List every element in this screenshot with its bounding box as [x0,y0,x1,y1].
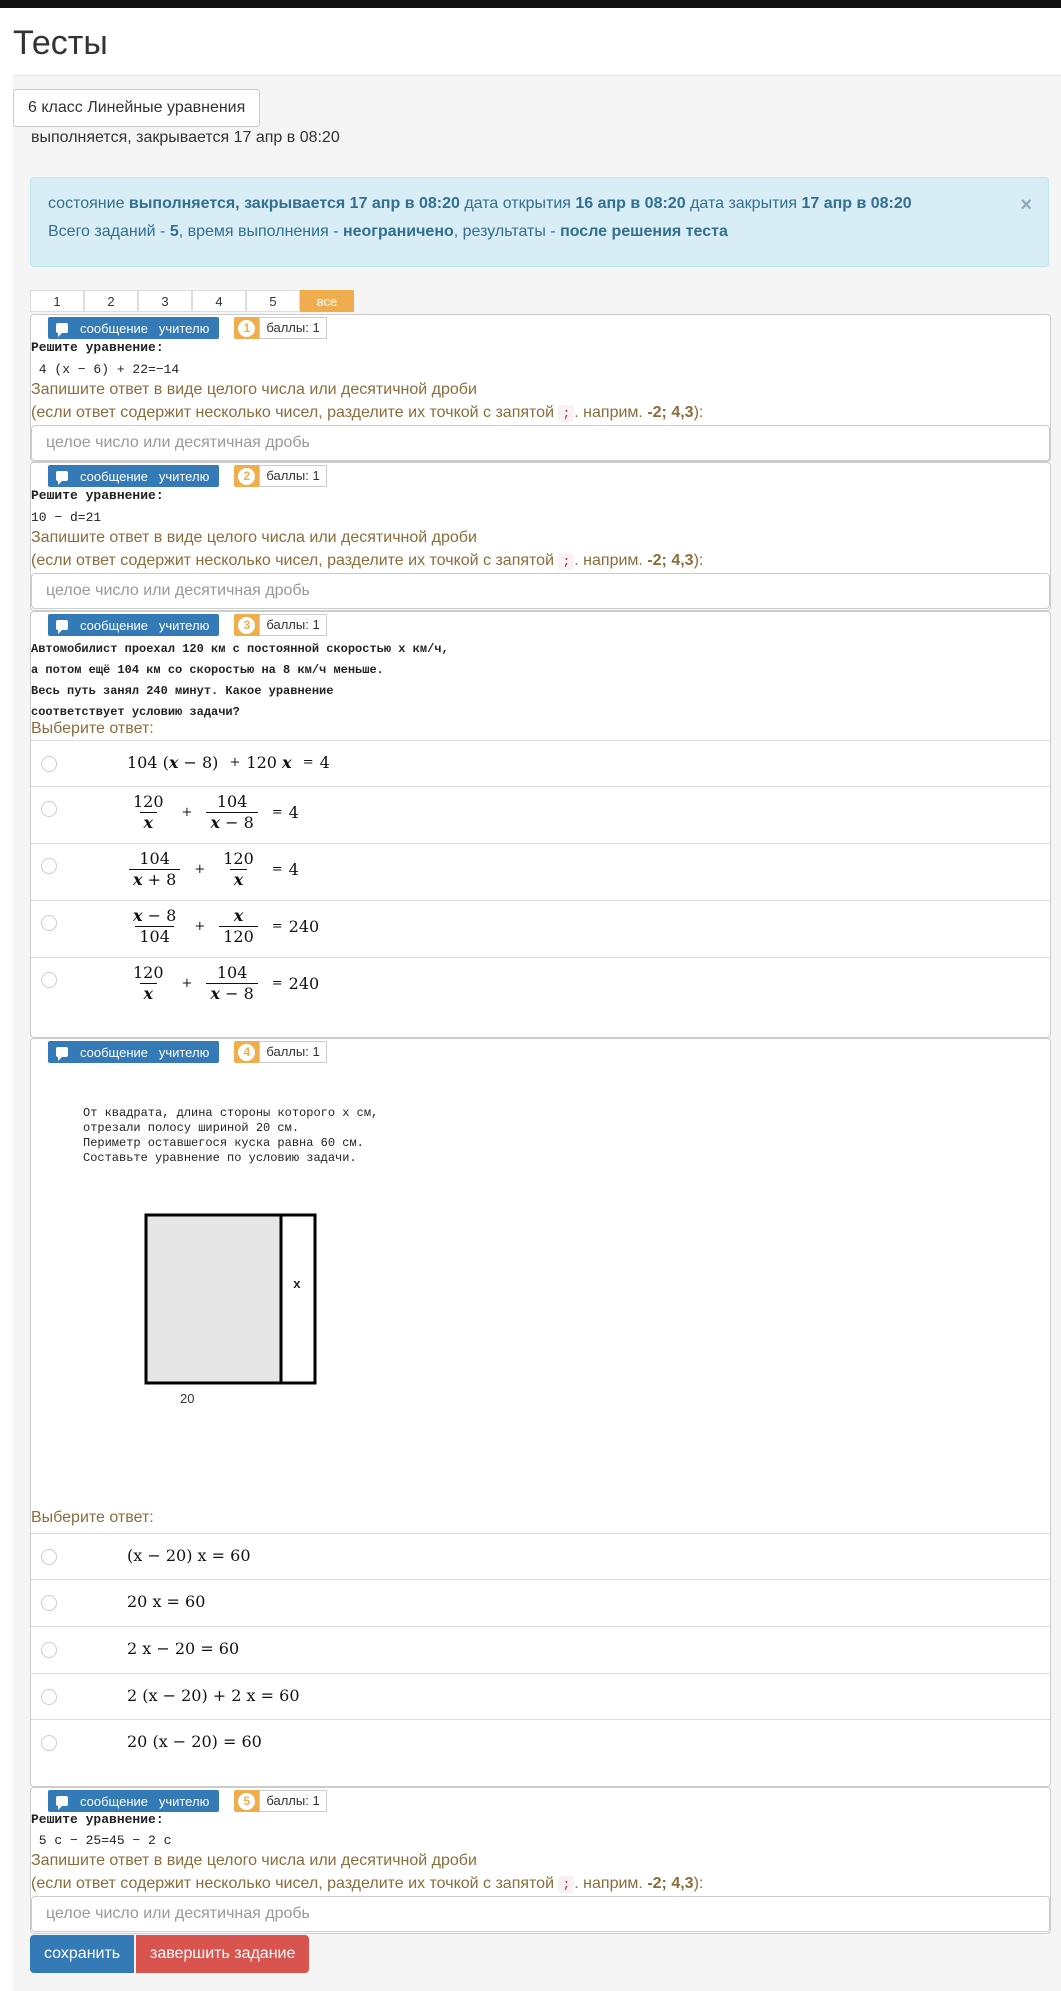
option-formula: 104 ( x − 8) + 120 x = 4 [127,753,330,772]
option-formula: $\frac{104}{x + 8}$ + $\frac{120}{x}$ = 4 [121,849,299,890]
answer-input[interactable] [31,573,1050,609]
question-number-badge [234,465,259,487]
state-value: выполняется, закрывается 17 апр в 08:20 [128,195,460,212]
problem-line: соответствует условию задачи? [31,705,240,719]
tab-5[interactable]: 5 [246,290,300,312]
radio-button[interactable] [41,915,57,931]
chat-icon [56,620,68,630]
answer-hint-2 [31,404,703,422]
problem-line: отрезали полосу шириной 20 см. [83,1121,300,1135]
question-2 [30,462,1051,611]
equation: 5 c − 25=45 − 2 c [31,1833,172,1848]
question-prompt: Решите уравнение: [31,1812,164,1827]
option-formula: $\frac{120}{x}$ + $\frac{104}{x - 8}$ = 240 [133,963,320,1003]
problem-line: Составьте уравнение по условию задачи. [83,1151,357,1165]
answer-option-1[interactable] [31,740,1050,787]
score-badge: баллы: 1 [259,614,326,636]
option-formula [127,1639,239,1658]
question-number-badge [234,1041,259,1063]
answer-hint-1: Запишите ответ в виде целого числа или десятичной дроби [31,381,477,398]
equation: 10 − d=21 [31,510,102,525]
time-label: , время выполнения - [178,223,339,240]
question-number: 3 [238,617,255,634]
option-formula [127,1546,251,1565]
close-value: 17 апр в 08:20 [801,195,912,212]
page-title: Тесты [13,24,108,62]
message-label: сообщение учителю [80,1044,210,1060]
chat-icon [56,323,68,333]
question-prompt: Решите уравнение: [31,340,164,355]
finish-task-button[interactable]: завершить задание [136,1935,309,1973]
option-text: 20 (x − 20) = 60 [127,1732,262,1751]
option-formula [127,1732,262,1751]
option-text: (x − 20) x = 60 [127,1546,251,1565]
answer-option-3[interactable] [31,1626,1050,1674]
option-formula [127,1686,300,1705]
question-5 [30,1787,1051,1934]
problem-line: а потом ещё 104 км со скоростью на 8 км/ч меньше. [31,663,384,677]
problem-line: Автомобилист проехал 120 км с постоянной скоростью x км/ч, [31,642,449,656]
problem-line: От квадрата, длина стороны которого x см, [83,1106,379,1120]
question-number: 2 [238,468,255,485]
answer-hint-2 [31,1875,703,1893]
hint-example-label: . наприм. [574,1875,643,1892]
radio-button[interactable] [41,1595,57,1611]
question-1 [30,314,1051,462]
top-bar [0,0,1061,8]
radio-button[interactable] [41,1549,57,1565]
option-formula: $\frac{120}{x}$ + $\frac{104}{x - 8}$ = 4 [133,792,299,832]
answer-option-4[interactable] [31,1673,1050,1720]
chat-icon [56,471,68,481]
figure-x-label: x [293,1277,301,1292]
tab-2[interactable]: 2 [84,290,138,312]
hint-end: ): [693,552,704,569]
message-label: сообщение учителю [80,617,210,633]
hint-example-label: . наприм. [574,552,643,569]
answer-hint-2 [31,552,703,570]
answer-option-5[interactable] [31,1719,1050,1767]
option-formula [127,1592,205,1611]
separator-code: ; [558,553,574,570]
hint-end: ): [693,404,704,421]
question-number: 1 [238,320,255,337]
separator-code: ; [558,405,574,422]
radio-button[interactable] [41,756,57,772]
option-formula: $\frac{x - 8}{104}$ + $\frac{x}{120}$ = 240 [133,906,320,946]
radio-button[interactable] [41,801,57,817]
radio-button[interactable] [41,858,57,874]
score-badge: баллы: 1 [259,465,326,487]
problem-line: Периметр оставшегося куска равна 60 см. [83,1136,364,1150]
hint-example: -2; 4,3 [647,552,694,569]
test-name-button[interactable]: 6 класс Линейные уравнения [13,89,260,127]
option-text: 2 x − 20 = 60 [127,1639,240,1658]
score-badge: баллы: 1 [259,1790,326,1812]
answer-option-5[interactable] [31,957,1050,1015]
close-label: дата закрытия [690,195,797,212]
question-prompt: Решите уравнение: [31,488,164,503]
hint-example-label: . наприм. [574,404,643,421]
score-badge: баллы: 1 [259,317,326,339]
tab-all[interactable]: все [300,290,354,312]
total-value: 5 [169,223,179,240]
results-label: , результаты - [453,223,556,240]
square-figure [131,1176,331,1406]
radio-button[interactable] [41,1642,57,1658]
score-badge: баллы: 1 [259,1041,326,1063]
results-value: после решения теста [560,223,728,240]
radio-button[interactable] [41,972,57,988]
question-number-badge [234,1790,259,1812]
problem-line: Весь путь занял 240 минут. Какое уравнение [31,684,334,698]
chat-icon [56,1047,68,1057]
time-value: неограничено [342,223,454,240]
answer-input[interactable] [31,1896,1050,1932]
message-teacher-button[interactable] [48,465,219,487]
message-label: сообщение учителю [80,1793,210,1809]
choose-answer-label: Выберите ответ: [31,720,154,737]
message-teacher-button[interactable] [48,614,219,636]
message-teacher-button[interactable] [48,1041,219,1063]
message-teacher-button[interactable] [48,1790,219,1812]
open-value: 16 апр в 08:20 [575,195,686,212]
answer-hint-1: Запишите ответ в виде целого числа или десятичной дроби [31,529,477,546]
option-text: 20 x = 60 [127,1592,206,1611]
total-label: Всего заданий - [48,223,166,240]
choose-answer-label: Выберите ответ: [31,1509,154,1526]
answer-option-2[interactable] [31,1579,1050,1627]
tab-4[interactable]: 4 [192,290,246,312]
test-status: выполняется, закрывается 17 апр в 08:20 [31,129,340,146]
info-alert [30,177,1049,267]
hint-text: (если ответ содержит несколько чисел, разделите их точкой с запятой [31,552,555,569]
answer-option-3[interactable] [31,843,1050,901]
radio-button[interactable] [41,1689,57,1705]
separator-code: ; [558,1876,574,1893]
question-number: 5 [238,1793,255,1810]
close-icon[interactable]: × [1020,194,1032,216]
open-label: дата открытия [464,195,571,212]
radio-button[interactable] [41,1735,57,1751]
answer-hint-1: Запишите ответ в виде целого числа или десятичной дроби [31,1852,477,1869]
message-label: сообщение учителю [80,468,210,484]
question-number: 4 [238,1044,255,1061]
question-4 [30,1038,1051,1787]
hint-example: -2; 4,3 [647,404,694,421]
message-teacher-button[interactable] [48,317,219,339]
equation: 4 (x − 6) + 22=−14 [31,362,180,377]
answer-option-2[interactable] [31,786,1050,844]
hint-text: (если ответ содержит несколько чисел, разделите их точкой с запятой [31,404,555,421]
hint-end: ): [693,1875,704,1892]
message-label: сообщение учителю [80,320,210,336]
question-3 [30,611,1051,1038]
state-label: состояние [48,195,125,212]
answer-input[interactable] [31,425,1050,461]
problem-text [83,1106,378,1166]
question-number-badge [234,317,259,339]
chat-icon [56,1796,68,1806]
tab-3[interactable]: 3 [138,290,192,312]
question-tabs [30,290,354,312]
figure-20-label: 20 [180,1391,195,1406]
hint-example: -2; 4,3 [647,1875,694,1892]
hint-text: (если ответ содержит несколько чисел, разделите их точкой с запятой [31,1875,555,1892]
problem-text [31,639,449,723]
save-button[interactable]: сохранить [30,1935,134,1973]
question-number-badge [234,614,259,636]
option-text: 2 (x − 20) + 2 x = 60 [127,1686,300,1705]
answer-option-4[interactable] [31,900,1050,958]
tab-1[interactable]: 1 [30,290,84,312]
answer-option-1[interactable] [31,1533,1050,1580]
test-header [13,75,1061,161]
